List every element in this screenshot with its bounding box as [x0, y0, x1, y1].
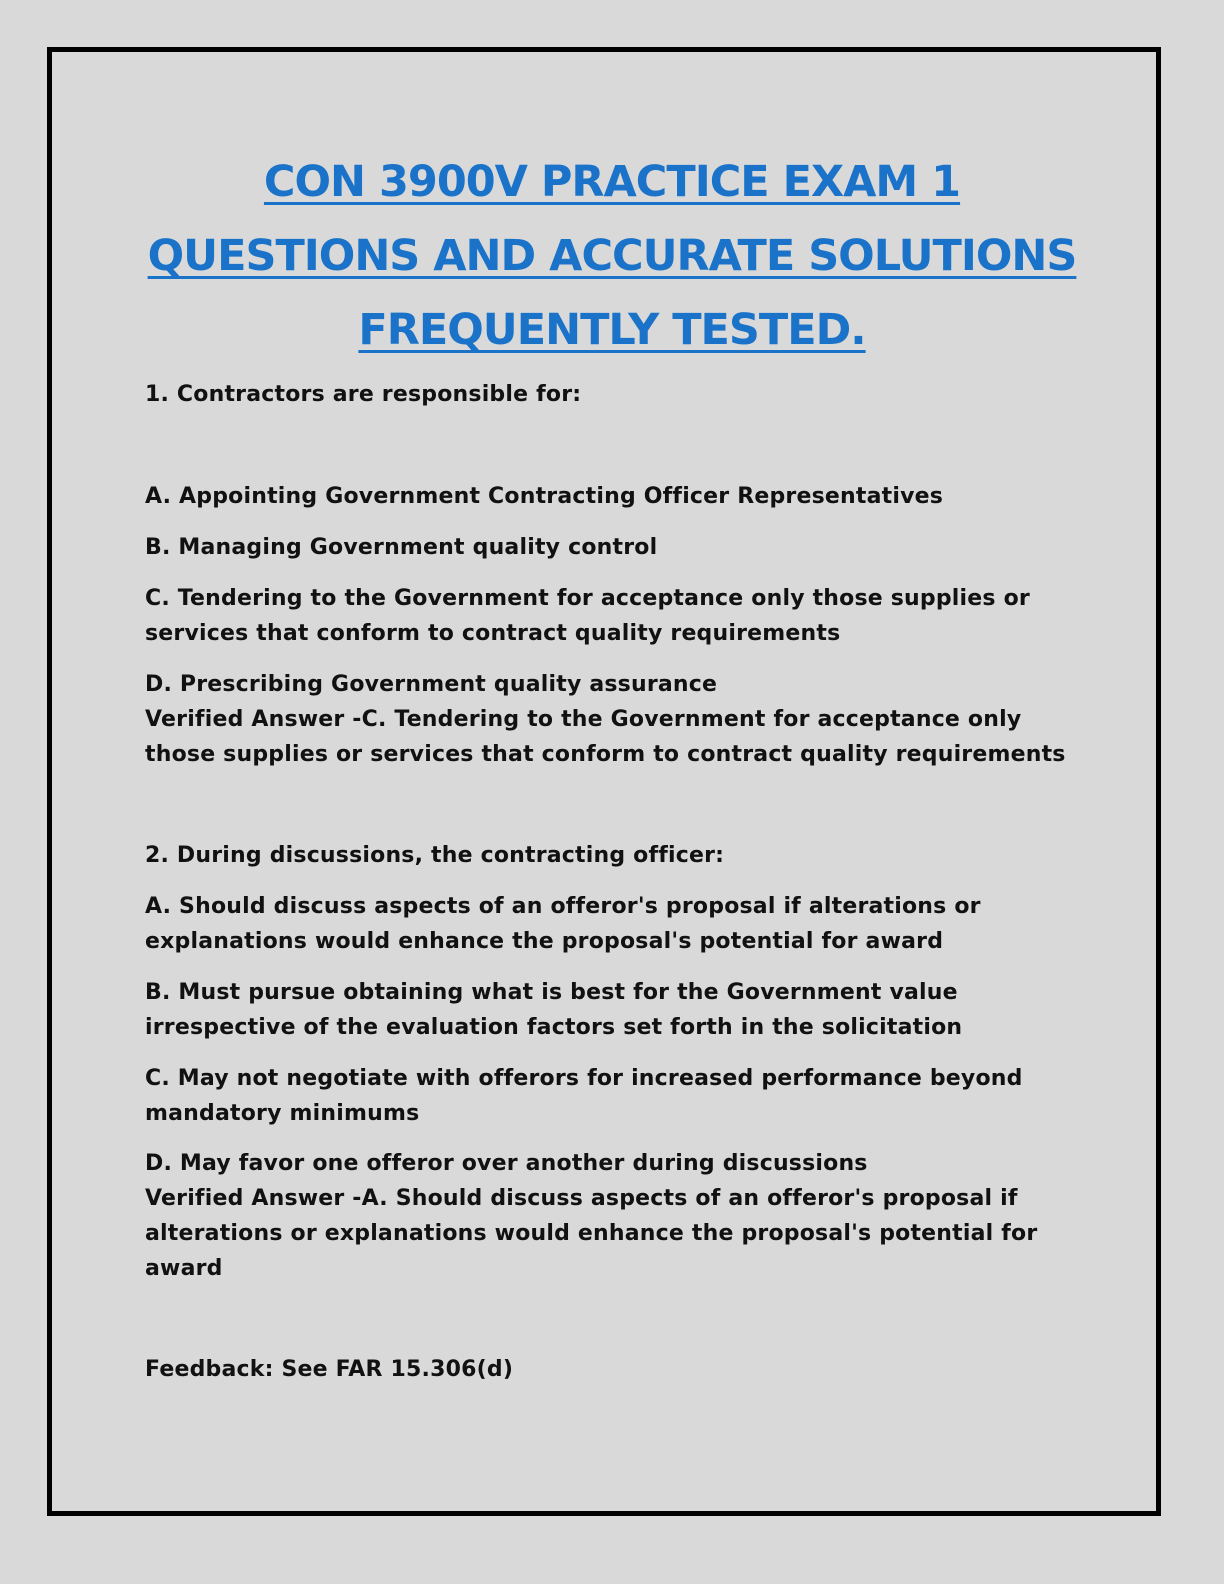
q1-option-c-line-1: C. Tendering to the Government for acceptance only those supplies or — [145, 586, 1030, 611]
q2-option-b-line-1: B. Must pursue obtaining what is best for the Government value — [145, 980, 958, 1005]
title-line-1: CON 3900V PRACTICE EXAM 1 — [263, 157, 961, 207]
q1-option-b: B. Managing Government quality control — [145, 535, 658, 560]
q2-feedback: Feedback: See FAR 15.306(d) — [145, 1357, 514, 1382]
title-line-3: FREQUENTLY TESTED. — [358, 305, 866, 355]
q2-question: 2. During discussions, the contracting officer: — [145, 843, 725, 868]
q1-option-d: D. Prescribing Government quality assurance — [145, 672, 718, 697]
q1-question: 1. Contractors are responsible for: — [145, 382, 582, 407]
q1-answer-line-2: those supplies or services that conform to contract quality requirements — [145, 742, 1066, 767]
q2-option-d: D. May favor one offeror over another during discussions — [145, 1151, 868, 1176]
q2-answer-line-2: alterations or explanations would enhance the proposal's potential for — [145, 1221, 1038, 1246]
q1-option-c-line-2: services that conform to contract quality requirements — [145, 621, 841, 646]
q2-option-a-line-1: A. Should discuss aspects of an offeror's proposal if alterations or — [145, 894, 981, 919]
title-line-2: QUESTIONS AND ACCURATE SOLUTIONS — [147, 231, 1077, 281]
q2-answer-line-1: Verified Answer -A. Should discuss aspects of an offeror's proposal if — [145, 1186, 1018, 1211]
q2-option-c-line-2: mandatory minimums — [145, 1101, 420, 1126]
q1-option-a: A. Appointing Government Contracting Officer Representatives — [145, 484, 944, 509]
q1-answer-line-1: Verified Answer -C. Tendering to the Government for acceptance only — [145, 707, 1022, 732]
q2-answer-line-3: award — [145, 1256, 223, 1281]
q2-option-b-line-2: irrespective of the evaluation factors set forth in the solicitation — [145, 1015, 963, 1040]
q2-option-c-line-1: C. May not negotiate with offerors for increased performance beyond — [145, 1066, 1023, 1091]
q2-option-a-line-2: explanations would enhance the proposal's potential for award — [145, 929, 944, 954]
document-title — [0, 145, 1224, 367]
